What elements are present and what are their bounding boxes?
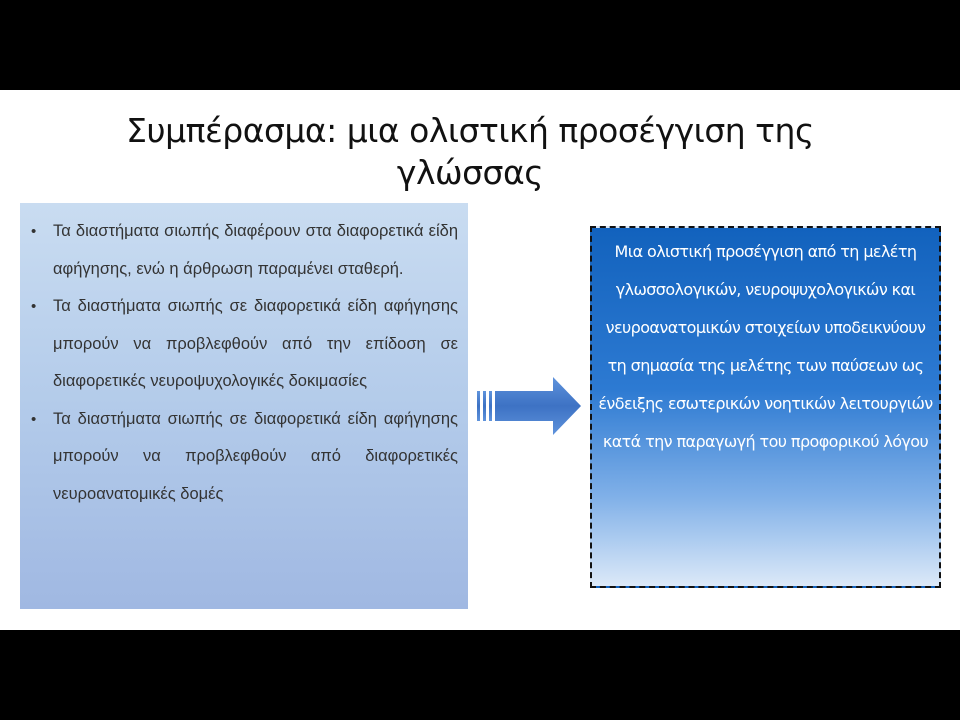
bullet-item bbox=[30, 401, 458, 514]
bullet-item bbox=[30, 288, 458, 401]
bullet-dot-icon: • bbox=[31, 223, 37, 240]
bullet-panel bbox=[20, 203, 468, 609]
bullet-text: Τα διαστήματα σιωπής σε διαφορετικά είδη αφήγησης μπορούν να προβλεφθούν από διαφορετικές νευροανατομικές δομές bbox=[53, 409, 458, 503]
slide-title: Συμπέρασμα: μια ολιστική προσέγγιση της γλώσσας bbox=[126, 111, 814, 192]
summary-text: Μια ολιστική προσέγγιση από τη μελέτη γλωσσολογικών, νευροψυχολογικών και νευροανατομικών στοιχείων υποδεικνύουν τη σημασία της μελέτης των παύσεων ως ένδειξης εσωτερικών νοητικών λειτουργιών κατά την παραγωγή του προφορικού λόγου bbox=[598, 242, 933, 451]
bullet-text: Τα διαστήματα σιωπής σε διαφορετικά είδη αφήγησης μπορούν να προβλεφθούν από την επίδοση σε διαφορετικές νευροψυχολογικές δοκιμασίες bbox=[53, 297, 458, 390]
bullet-dot-icon: • bbox=[31, 298, 37, 315]
bullet-list bbox=[30, 213, 458, 513]
bullet-dot-icon: • bbox=[31, 410, 37, 428]
slide bbox=[0, 90, 960, 630]
summary-box bbox=[590, 226, 941, 588]
bullet-item bbox=[30, 213, 458, 288]
block-arrow-right-icon bbox=[477, 377, 583, 435]
bullet-text: Τα διαστήματα σιωπής διαφέρουν στα διαφορετικά είδη αφήγησης, ενώ η άρθρωση παραμένει σταθερή. bbox=[53, 222, 458, 278]
